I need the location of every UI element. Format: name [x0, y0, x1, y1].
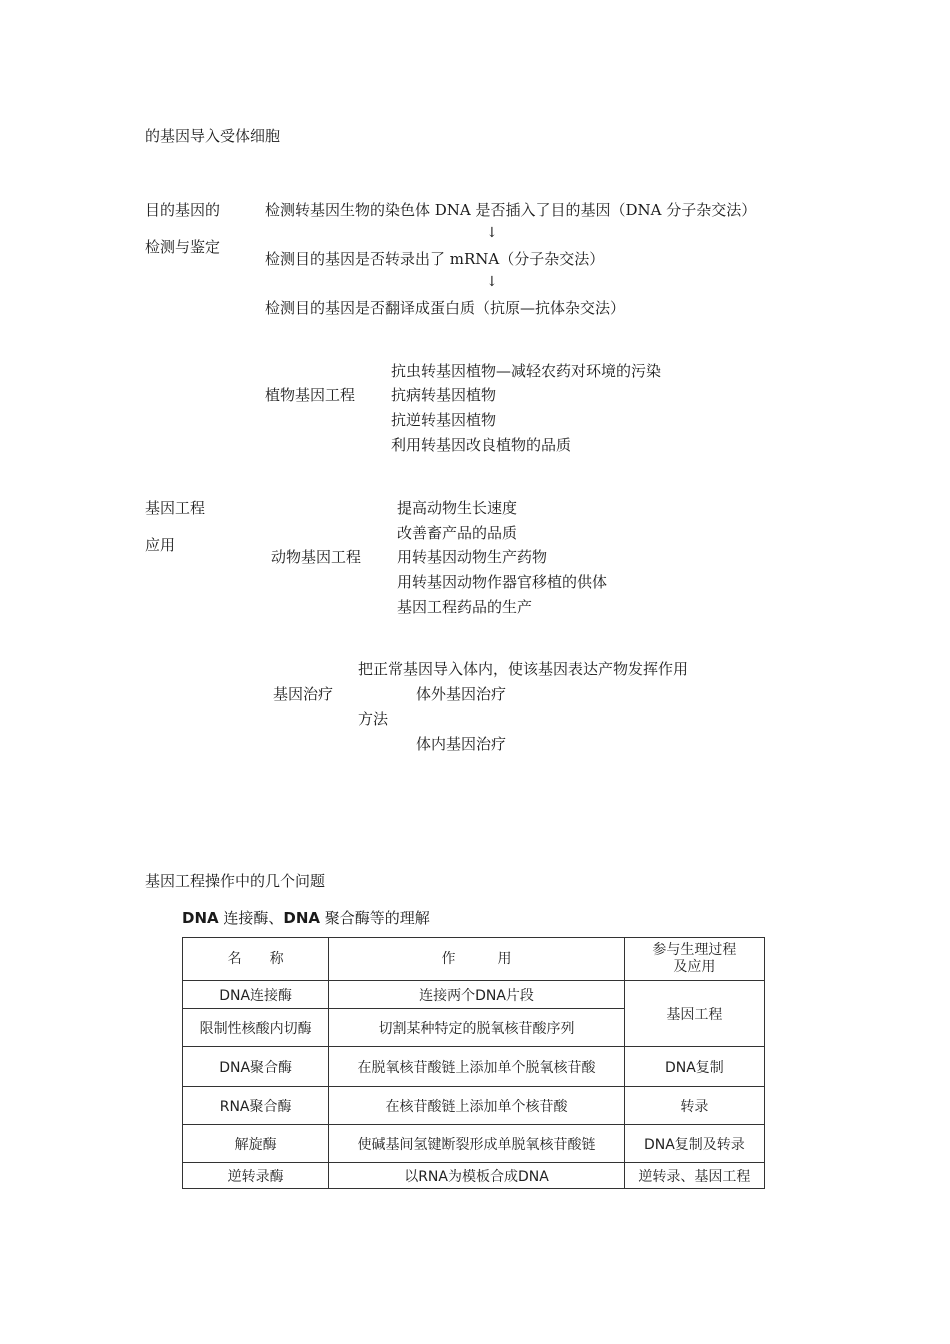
animal-item: 改善畜产品的品质	[397, 524, 518, 542]
enzyme-name: RNA聚合酶	[183, 1087, 329, 1125]
plant-item: 抗病转基因植物	[391, 386, 497, 404]
enzyme-name: 解旋酶	[183, 1125, 329, 1163]
animal-item: 用转基因动物作器官移植的供体	[397, 573, 608, 591]
detection-label-line1: 目的基因的	[145, 201, 221, 219]
top-line: 的基因导入受体细胞	[145, 127, 281, 145]
caption-text: 连接酶、	[218, 909, 284, 927]
enzyme-name: DNA聚合酶	[183, 1047, 329, 1087]
header-process: 参与生理过程 及应用	[624, 938, 764, 981]
enzyme-process: DNA复制	[624, 1047, 764, 1087]
enzyme-process: 逆转录、基因工程	[624, 1163, 764, 1189]
therapy-method-label: 方法	[358, 710, 389, 728]
enzyme-function: 使碱基间氢键断裂形成单脱氧核苷酸链	[329, 1125, 625, 1163]
caption-text: 聚合酶等的理解	[320, 909, 430, 927]
table-caption	[182, 908, 430, 928]
table-row	[183, 1163, 765, 1189]
enzyme-name: 限制性核酸内切酶	[183, 1009, 329, 1047]
detection-step1: 检测转基因生物的染色体 DNA 是否插入了目的基因（DNA 分子杂交法）	[265, 201, 757, 219]
detection-step2: 检测目的基因是否转录出了 mRNA（分子杂交法）	[265, 250, 605, 268]
animal-label: 动物基因工程	[271, 548, 362, 566]
plant-item: 抗逆转基因植物	[391, 411, 497, 429]
enzyme-function: 以RNA为模板合成DNA	[329, 1163, 625, 1189]
enzyme-function: 在脱氧核苷酸链上添加单个脱氧核苷酸	[329, 1047, 625, 1087]
down-arrow-icon: ↓	[486, 274, 498, 290]
table-row	[183, 1047, 765, 1087]
application-label-line1: 基因工程	[145, 499, 206, 517]
table-row	[183, 1125, 765, 1163]
table-row	[183, 981, 765, 1009]
enzyme-function: 连接两个DNA片段	[329, 981, 625, 1009]
down-arrow-icon: ↓	[486, 225, 498, 241]
enzyme-function: 在核苷酸链上添加单个核苷酸	[329, 1087, 625, 1125]
therapy-method1: 体外基因治疗	[416, 685, 507, 703]
therapy-method2: 体内基因治疗	[416, 735, 507, 753]
therapy-definition: 把正常基因导入体内，使该基因表达产物发挥作用	[358, 660, 689, 678]
animal-item: 基因工程药品的生产	[397, 598, 533, 616]
animal-item: 提高动物生长速度	[397, 499, 518, 517]
detection-step3: 检测目的基因是否翻译成蛋白质（抗原—抗体杂交法）	[265, 299, 626, 317]
section-title: 基因工程操作中的几个问题	[145, 872, 326, 890]
enzyme-process: 基因工程	[624, 981, 764, 1047]
caption-dna: DNA	[182, 909, 219, 927]
therapy-label: 基因治疗	[273, 685, 334, 703]
plant-label: 植物基因工程	[265, 386, 356, 404]
enzyme-name: 逆转录酶	[183, 1163, 329, 1189]
enzyme-name: DNA连接酶	[183, 981, 329, 1009]
plant-item: 抗虫转基因植物—减轻农药对环境的污染	[391, 362, 662, 380]
application-label-line2: 应用	[145, 536, 176, 554]
animal-item: 用转基因动物生产药物	[397, 548, 548, 566]
table-row	[183, 1087, 765, 1125]
detection-label-line2: 检测与鉴定	[145, 238, 221, 256]
enzyme-process: 转录	[624, 1087, 764, 1125]
enzyme-process: DNA复制及转录	[624, 1125, 764, 1163]
header-function: 作 用	[329, 938, 625, 981]
table-header-row	[183, 938, 765, 981]
caption-dna: DNA	[283, 909, 321, 927]
enzyme-table	[182, 937, 765, 1189]
plant-item: 利用转基因改良植物的品质	[391, 436, 572, 454]
header-name: 名 称	[183, 938, 329, 981]
enzyme-function: 切割某种特定的脱氧核苷酸序列	[329, 1009, 625, 1047]
